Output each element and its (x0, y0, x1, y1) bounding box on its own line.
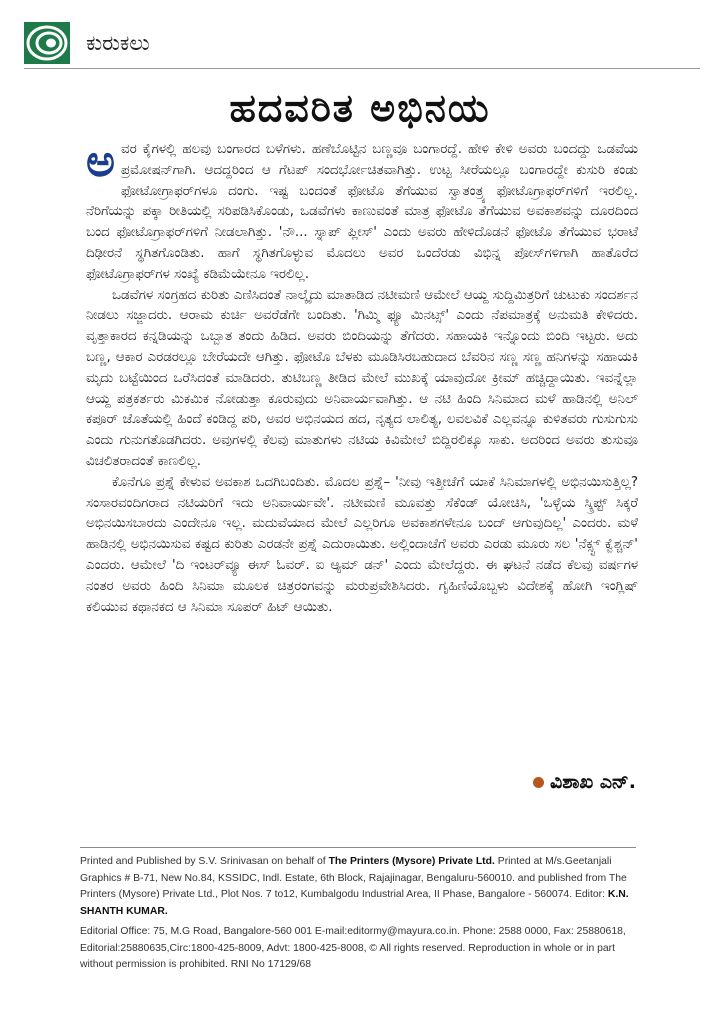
page-header (24, 22, 700, 69)
imprint-line (80, 854, 636, 920)
bullet-icon (533, 777, 544, 788)
article-paragraph: ಕೊನೆಗೂ ಪ್ರಶ್ನೆ ಕೇಳುವ ಅವಕಾಶ ಒದಗಿಬಂದಿತು. ಮೊದಲ ಪ್ರಶ್ನೆ– 'ನೀವು ಇತ್ತೀಚೆಗೆ ಯಾಕೆ ಸಿನಿಮಾಗಳಲ್ಲಿ ಅಭಿನಯಿಸುತ್ತಿಲ್ಲ? ಸಂಸಾರವಂದಿಗರಾದ ನಟಿಯರಿಗೆ ಇದು ಅನಿವಾರ್ಯವೇ'. ನಟೀಮಣಿ ಮೂವತ್ತು ಸೆಕೆಂಡ್ ಯೋಚಿಸಿ, 'ಒಳ್ಳೆಯ ಸ್ಕ್ರಿಪ್ಟ್ ಸಿಕ್ಕರೆ ಅಭಿನಯಿಸಬಾರದು ಎಂದೇನೂ ಇಲ್ಲ. ಮದುವೆಯಾದ ಮೇಲೆ ಎಲ್ಲರಿಗೂ ಅವಕಾಶಗಳೇನೂ ಬಂದ್ ಆಗುವುದಿಲ್ಲ' ಎಂದರು. ಮಳೆ ಹಾಡಿನಲ್ಲಿ ಅಭಿನಯಿಸುವ ಕಷ್ಟದ ಕುರಿತು ಎರಡನೇ ಪ್ರಶ್ನೆ ಎದುರಾಯಿತು. ಅಲ್ಲಿಂದಾಚೆಗೆ ಅವರು ಎರಡು ಮೂರು ಸಲ 'ನೆಕ್ಸ್ಟ್ ಕ್ವೆಶ್ಚನ್' ಎಂದರು. ಆಮೇಲೆ 'ದಿ ಇಂಟರ್‌ವ್ಯೂ ಈಸ್ ಓವರ್. ಐ ಆ್ಯಮ್ ಡನ್' ಎಂದು ಮೇಲೆದ್ದರು. ಈ ಘಟನೆ ನಡೆದ ಕೆಲವು ವರ್ಷಗಳ ನಂತರ ಅವರು ಹಿಂದಿ ಸಿನಿಮಾ ಮೂಲಕ ಚಿತ್ರರಂಗವನ್ನು ಮರುಪ್ರವೇಶಿಸಿದರು. ಗೃಹಿಣಿಯೊಬ್ಬಳು ವಿದೇಶಕ್ಕೆ ಹೋಗಿ ಇಂಗ್ಲಿಷ್ ಕಲಿಯುವ ಕಥಾನಕದ ಆ ಸಿನಿಮಾ ಸೂಪರ್ ಹಿಟ್ ಆಯಿತು. (86, 474, 638, 615)
footer-divider (80, 847, 636, 848)
imprint-footer (80, 854, 636, 974)
article-paragraph: ಒಡವೆಗಳ ಸಂಗ್ರಹದ ಕುರಿತು ಎಣಿಸಿದಂತೆ ನಾಲ್ಕೈದು ಮಾತಾಡಿದ ನಟೀಮಣಿ ಆಮೇಲೆ ಆಯ್ದ ಸುದ್ದಿಮಿತ್ರರಿಗೆ ಚುಟುಕು ಸಂದರ್ಶನ ನೀಡಲು ಸಜ್ಜಾದರು. ಆರಾಮ ಕುರ್ಚಿ ಅವರೆಡೆಗೇ ಬಂದಿತು. 'ಗಿಮ್ಮಿ ಫ್ಯೂ ಮಿನಟ್ಸ್' ಎಂದು ನೆಪಮಾತ್ರಕ್ಕೆ ಅನುಮತಿ ಕೇಳಿದರು. ವೃತ್ತಾಕಾರದ ಕನ್ನಡಿಯನ್ನು ಒಬ್ಬಾತ ತಂದು ಹಿಡಿದ. ಅವರು ಬಿಂದಿಯನ್ನು ತೆಗೆದರು. ಸಹಾಯಕಿ ಇನ್ನೊಂದು ಬಿಂದಿ ಇಟ್ಟರು. ಅದು ಬಣ್ಣ, ಆಕಾರ ಎರಡರಲ್ಲೂ ಬೇರೆಯದೇ ಆಗಿತ್ತು. ಫೋಟೊ ಬೆಳಕು ಮೂಡಿಸಿರಬಹುದಾದ ಬೆವರಿನ ಸಣ್ಣ ಸಣ್ಣ ಹನಿಗಳನ್ನು ಸಹಾಯಕಿ ಮೃದು ಬಟ್ಟೆಯಿಂದ ಒರೆಸಿದಂತೆ ಮಾಡಿದರು. ತುಟಿಬಣ್ಣ ತೀಡಿದ ಮೇಲೆ ಮುಖಕ್ಕೆ ಯಾವುದೋ ಕ್ರೀಮ್ ಹಚ್ಚಿದ್ದಾಯಿತು. ಇವನ್ನೆಲ್ಲಾ ಆಯ್ದ ಪತ್ರಕರ್ತರು ಮಿಕಮಿಕ ನೋಡುತ್ತಾ ಕೂರುವುದು ಅನಿವಾರ್ಯವಾಗಿತ್ತು. ಆ ನಟಿ ಹಿಂದಿ ಸಿನಿಮಾದ ಮಳೆ ಹಾಡಿನಲ್ಲಿ ಅನಿಲ್ ಕಪೂರ್ ಜೊತೆಯಲ್ಲಿ ಹಿಂದೆ ಕಂಡಿದ್ದ ಪರಿ, ಅವರ ಅಭಿನಯದ ಹದ, ನೃತ್ಯದ ಲಾಲಿತ್ಯ, ಲವಲವಿಕೆ ಎಲ್ಲವನ್ನೂ ಕುಳಿತವರು ಗುಸುಗುಸು ಎಂದು ಗುನುಗತೊಡಗಿದರು. ಅವುಗಳಲ್ಲಿ ಕೆಲವು ಮಾತುಗಳು ನಟಿಯ ಕಿವಿಮೇಲೆ ಬಿದ್ದಿರಲಿಕ್ಕೂ ಸಾಕು. ಅದರಿಂದ ಅವರು ತುಸುವೂ ವಿಚಲಿತರಾದಂತೆ ಕಾಣಲಿಲ್ಲ. (86, 287, 638, 469)
author-byline (533, 771, 636, 793)
imprint-address: Printed at M/s.Geetanjali Graphics # B-71, New No.84, KSSIDC, Indl. Estate, 6th Block, Rajajinagar, Bengaluru-560010. and published from The Printers (Mysore) Private Ltd., Plot Nos. 7 to12, Kumbalgodu Industrial Area, II Phase, Bangalore - 560074. Editor: (80, 856, 627, 900)
author-name: ವಿಶಾಖ ಎನ್. (550, 771, 636, 793)
imprint-editor: K.N. SHANTH KUMAR. (80, 889, 629, 917)
paragraph-text: ವರ ಕೈಗಳಲ್ಲಿ ಹಲವು ಬಂಗಾರದ ಬಳೆಗಳು. ಹಣೆಬೊಟ್ಟಿನ ಬಣ್ಣವೂ ಬಂಗಾರದ್ದೆ. ಹೇಳಿ ಕೇಳಿ ಅವರು ಬಂದದ್ದು ಒಡವೆಯ ಪ್ರಮೋಷನ್‌ಗಾಗಿ. ಆದದ್ದರಿಂದ ಆ ಗೆಟಪ್ ಸಂದರ್ಭೋಚಿತವಾಗಿತ್ತು. ಉಟ್ಟ ಸೀರೆಯಲ್ಲೂ ಬಂಗಾರದ್ದೇ ಕುಸುರಿ ಕಂಡು ಫೋಟೋಗ್ರಾಫರ್‌ಗಳೂ ದಂಗು. ಇಷ್ಟ ಬಂದಂತೆ ಫೋಟೊ ತೆಗೆಯುವ ಸ್ವಾತಂತ್ರ್ಯ ಫೋಟೊಗ್ರಾಫರ್‌ಗಳಿಗೆ ಇರಲಿಲ್ಲ. ನೆರಿಗೆಯನ್ನು ಪಕ್ಕಾ ರೀತಿಯಲ್ಲಿ ಸರಿಪಡಿಸಿಕೊಂಡು, ಒಡವೆಗಳು ಕಾಣುವಂತೆ ಮಾತ್ರ ಫೋಟೊ ತೆಗೆಯುವ ಅವಕಾಶವನ್ನು ದೂರದಿಂದ ಬಂದ ಫೋಟೊಗ್ರಾಫರ್‌ಗಳಿಗೆ ನೀಡಲಾಗಿತ್ತು. 'ನೌ... ಸ್ನಾಪ್ ಪ್ಲೀಸ್' ಎಂದು ಅವರು ಹೇಳಿದೊಡನೆ ಫೋಟೊ ತೆಗೆಯುವ ಭರಾಟೆ ದಿಢೀರನೆ ಸ್ಥಗಿತಗೊಂಡಿತು. ಹಾಗೆ ಸ್ಥಗಿತಗೊಳ್ಳುವ ಮೊದಲು ಅವರ ಒಂದೆರಡು ವಿಭಿನ್ನ ಪೋಸ್‌ಗಳಿಗಾಗಿ ಹಾತೊರೆದ ಫೋಟೊಗ್ರಾಫರ್‌ಗಳ ಸಂಖ್ಯೆ ಕಡಿಮೆಯೇನೂ ಇರಲಿಲ್ಲ. (86, 142, 638, 282)
article-paragraph (86, 136, 638, 286)
drop-cap: ಅ (86, 136, 115, 187)
imprint-printed: Printed and Published by S.V. Srinivasan on behalf of (80, 856, 329, 867)
editorial-office: Editorial Office: 75, M.G Road, Bangalore-560 001 E-mail:editormy@mayura.co.in. Phone: 2588 0000, Fax: 25880618, Editorial:25880635,Circ:1800-425-8009, Advt: 1800-425-8008, © All rights reserved. Reproduction in whole or in part without permission is prohibited. RNI No 17129/68 (80, 926, 626, 970)
doordarshan-spiral-logo-icon (24, 22, 70, 64)
section-label: ಕುರುಕಲು (86, 31, 150, 55)
imprint-company: The Printers (Mysore) Private Ltd. (328, 856, 495, 867)
article-body (86, 136, 638, 618)
article-title: ಹದವರಿತ ಅಭಿನಯ (229, 86, 491, 130)
